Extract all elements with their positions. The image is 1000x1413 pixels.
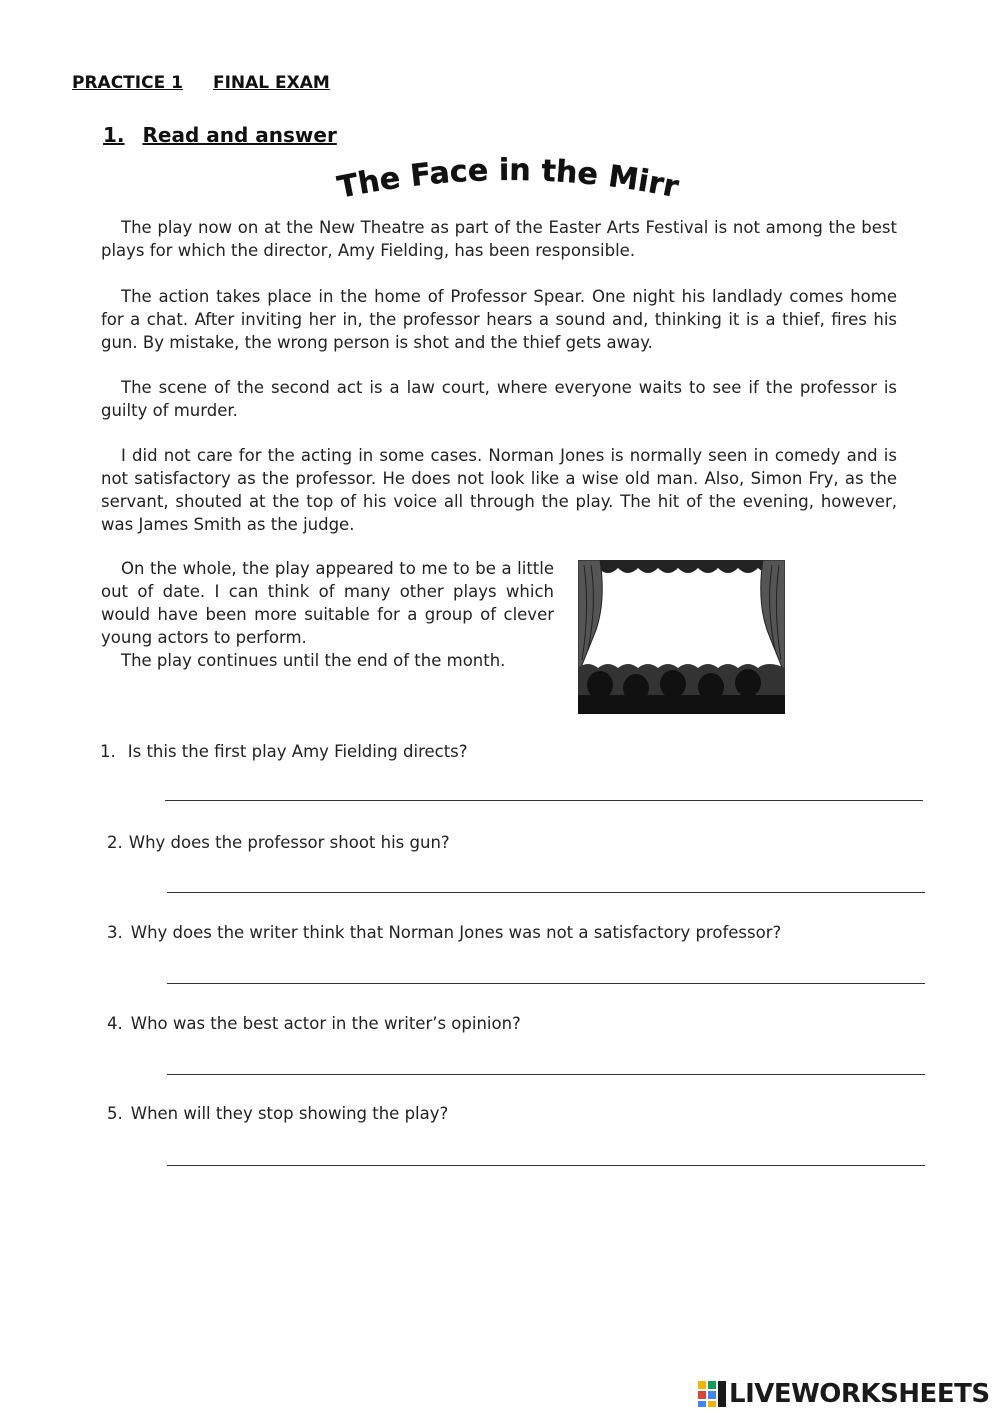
liveworksheets-logo-icon	[697, 1380, 727, 1408]
theatre-stage-image	[578, 560, 785, 714]
answer-line-2[interactable]	[167, 892, 925, 893]
story-paragraph-4: I did not care for the acting in some cases. Norman Jones is normally seen in comedy and is not satisfactory as the professor. He does not look like a wise old man. Also, Simon Fry, as the servant, shouted at the top of his voice all through the play. The hit of the evening, however, was James Smith as the judge.	[101, 446, 897, 534]
answer-line-4[interactable]	[167, 1074, 925, 1075]
story-paragraph-1: The play now on at the New Theatre as part of the Easter Arts Festival is not among the best plays for which the director, Amy Fielding, has been responsible.	[101, 218, 897, 260]
story-paragraph-3: The scene of the second act is a law court, where everyone waits to see if the professor is guilty of murder.	[101, 378, 897, 420]
section-heading	[103, 123, 337, 147]
question-2: 2. Why does the professor shoot his gun?	[107, 833, 450, 852]
story-title-text: The Face in the Mirror	[324, 131, 682, 206]
story-paragraph-2: The action takes place in the home of Professor Spear. One night his landlady comes home for a chat. After inviting her in, the professor hears a sound and, thinking it is a thief, fires his gun. By mistake, the wrong person is shot and the thief gets away.	[101, 287, 897, 352]
liveworksheets-logo	[697, 1378, 990, 1410]
answer-line-3[interactable]	[167, 983, 925, 984]
question-1: 1. Is this the first play Amy Fielding directs?	[100, 742, 468, 761]
question-5: 5. When will they stop showing the play?	[107, 1104, 449, 1123]
exam-label: FINAL EXAM	[212, 73, 330, 93]
exam-header	[72, 73, 360, 93]
svg-text:The Face in the Mirror	[325, 131, 682, 206]
answer-line-1[interactable]	[165, 800, 923, 801]
practice-label: PRACTICE 1	[72, 73, 183, 93]
story-paragraph-5: On the whole, the play appeared to me to be a little out of date. I can think of many other plays which would have been more suitable for a group of clever young actors to perform.	[101, 559, 554, 647]
answer-line-5[interactable]	[167, 1165, 925, 1166]
story-paragraph-6: The play continues until the end of the month.	[121, 651, 506, 670]
section-title: Read and answer	[142, 123, 337, 147]
question-4: 4. Who was the best actor in the writer’s opinion?	[107, 1014, 521, 1033]
section-number: 1.	[103, 123, 125, 147]
liveworksheets-logo-text: LIVEWORKSHEETS	[729, 1379, 990, 1409]
story-title	[324, 131, 682, 206]
question-3: 3. Why does the writer think that Norman Jones was not a satisfactory professor?	[107, 923, 782, 942]
